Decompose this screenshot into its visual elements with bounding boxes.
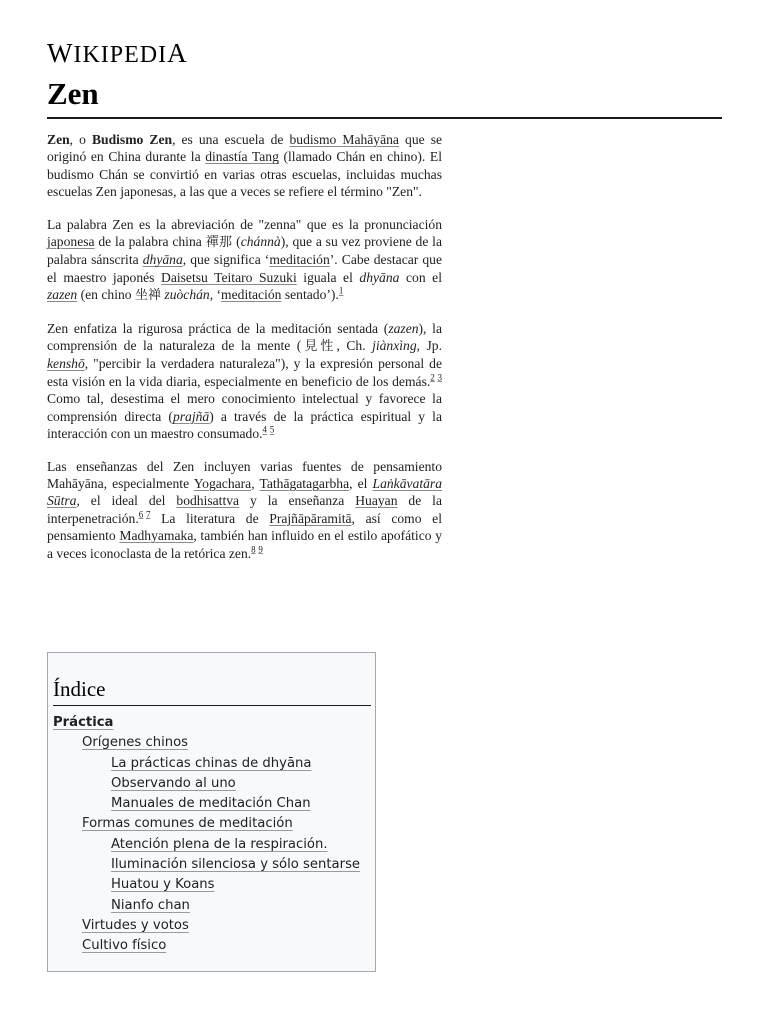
page-title: Zen	[47, 76, 99, 111]
reference-link[interactable]: 8	[251, 544, 256, 554]
text: , Ch.	[336, 338, 373, 354]
link-madhyamaka[interactable]: Madhyamaka	[119, 528, 194, 544]
text: iguala el	[296, 269, 360, 285]
toc-item-label: Iluminación silenciosa y sólo sentarse	[111, 857, 361, 873]
toc-item-label: Observando al uno	[111, 775, 236, 791]
text: ’. Cabe destacar que el maestro japonés	[47, 252, 442, 285]
reference-link[interactable]: 6	[138, 509, 144, 520]
paragraph-2	[47, 216, 442, 305]
link-prajna[interactable]: prajñā	[172, 408, 210, 424]
link-japonesa[interactable]: japonesa	[47, 234, 95, 250]
link-tathagatagarbha[interactable]: Tathāgatagarbha	[259, 475, 350, 491]
reference-link[interactable]: 4	[262, 424, 268, 435]
text: , "percibir la verdadera naturaleza"), y la expresión personal de esta visión en la vida diaria, especialmente en beneficio de los demás.	[47, 356, 442, 389]
toc-item[interactable]	[53, 733, 375, 753]
paragraph-1	[47, 131, 442, 201]
italic-text: dhyāna	[359, 269, 400, 285]
reference-link[interactable]: 5	[269, 424, 275, 435]
title-divider	[47, 117, 722, 119]
text: , o	[69, 132, 92, 147]
link-lankavatara-sutra[interactable]: Laṅkāvatāra Sūtra	[47, 475, 442, 509]
toc-item-label: Virtudes y votos	[82, 917, 189, 933]
text: , que significa ‘	[182, 252, 270, 268]
link-budismo-mahayana[interactable]: budismo Mahāyāna	[289, 132, 399, 147]
text: , así como el pensamiento	[47, 510, 442, 544]
toc-item-label: Orígenes chinos	[82, 735, 189, 751]
article-body	[47, 131, 442, 577]
text: ), que a su vez proviene de la palabra sánscrita	[47, 234, 442, 268]
text: Como tal, desestima el mero conocimiento intelectual y favorece la comprensión directa (	[47, 391, 442, 424]
toc-item[interactable]	[53, 835, 375, 855]
link-daisetsu-teitaro-suzuki[interactable]: Daisetsu Teitaro Suzuki	[161, 269, 297, 285]
toc-item-label: Atención plena de la respiración.	[111, 836, 328, 852]
text: (en chino	[77, 287, 135, 303]
text: de la interpenetración.	[47, 493, 442, 526]
table-of-contents	[47, 652, 376, 972]
paragraph-3	[47, 320, 442, 443]
link-dinastia-tang[interactable]: dinastía Tang	[205, 149, 279, 165]
link-zazen[interactable]: zazen	[47, 287, 78, 303]
text: , Jp.	[416, 338, 442, 354]
text: Zen enfatiza la rigurosa práctica de la meditación sentada (	[47, 320, 389, 336]
text: La literatura de	[150, 510, 270, 526]
toc-item-label: Práctica	[53, 715, 114, 730]
italic-text: zuòchán	[164, 287, 210, 303]
link-kensho[interactable]: kenshō	[47, 356, 85, 372]
toc-item[interactable]	[53, 794, 375, 814]
toc-item-label: Cultivo físico	[82, 938, 167, 954]
toc-item[interactable]	[53, 713, 375, 733]
text: sentado’).	[281, 287, 339, 303]
link-huayan[interactable]: Huayan	[355, 493, 398, 509]
toc-item[interactable]	[53, 916, 375, 936]
toc-item[interactable]	[53, 896, 375, 916]
italic-text: chánnà	[240, 234, 281, 250]
toc-title: Índice	[53, 677, 106, 701]
toc-item[interactable]	[53, 754, 375, 774]
reference-link[interactable]: 3	[437, 372, 442, 383]
toc-item-label: Nianfo chan	[111, 897, 190, 913]
reference-link[interactable]: 1	[338, 285, 344, 296]
toc-item[interactable]	[53, 814, 375, 834]
toc-list	[53, 713, 375, 957]
text: Las enseñanzas del Zen incluyen varias fuentes de pensamiento Mahāyāna, especialmente	[47, 458, 442, 491]
toc-item-label: Formas comunes de meditación	[82, 816, 293, 832]
italic-text: jiànxìng	[372, 338, 417, 354]
text: que se originó en China durante la	[47, 132, 443, 165]
cjk-text: 見性	[301, 339, 337, 355]
link-bodhisattva[interactable]: bodhisattva	[176, 493, 240, 509]
logo-letter-w: W	[47, 38, 74, 68]
text: (	[232, 234, 241, 250]
toc-item[interactable]	[53, 774, 375, 794]
text: La palabra Zen es la abreviación de "zenna" que es la pronunciación	[47, 216, 442, 232]
text: con el	[399, 269, 442, 285]
text: y la enseñanza	[239, 493, 356, 509]
toc-item-label: Huatou y Koans	[111, 877, 215, 893]
text: , el ideal del	[76, 493, 177, 509]
wikipedia-logo[interactable]	[47, 38, 188, 69]
link-prajnaparamita[interactable]: Prajñāpāramitā	[269, 510, 352, 526]
logo-letter-a: A	[167, 38, 188, 68]
paragraph-4	[47, 458, 442, 562]
toc-item[interactable]	[53, 875, 375, 895]
link-yogachara[interactable]: Yogachara	[193, 475, 252, 491]
reference-link[interactable]: 2	[430, 372, 435, 383]
text: , también han influido en el estilo apofático y a veces iconoclasta de la retórica zen.	[47, 528, 442, 561]
cjk-text: 坐禅	[134, 288, 161, 304]
link-meditacion[interactable]: meditación	[269, 252, 330, 268]
toc-item[interactable]	[53, 855, 375, 875]
text: ,	[251, 475, 260, 491]
logo-letters: IKIPEDI	[73, 42, 168, 68]
text: de la palabra china	[94, 234, 206, 250]
reference-link[interactable]: 9	[258, 544, 263, 554]
text: (llamado Chán en chino). El budismo Chán se convirtió en varias otras escuelas, incluidas muchas escuelas Zen japonesas, a las que a veces se refiere el término "Zen".	[47, 149, 443, 200]
link-dhyana[interactable]: dhyāna	[142, 252, 183, 268]
toc-item-label: La prácticas chinas de dhyāna	[111, 755, 312, 771]
text: , es una escuela de	[172, 132, 290, 147]
bold-term: Budismo Zen	[91, 132, 173, 147]
text: , el	[349, 475, 373, 491]
reference-link[interactable]: 7	[145, 509, 151, 520]
italic-text: zazen	[388, 320, 419, 336]
text: ) a través de la práctica espiritual y la interacción con un maestro consumado.	[47, 408, 442, 442]
cjk-text: 禪那	[205, 235, 233, 251]
link-meditacion-2[interactable]: meditación	[221, 287, 282, 303]
toc-divider	[53, 705, 371, 706]
toc-item[interactable]	[53, 936, 375, 956]
text: , ‘	[209, 287, 222, 303]
toc-item-label: Manuales de meditación Chan	[111, 796, 311, 812]
text: ), la comprensión de la naturaleza de la mente (	[47, 320, 442, 354]
bold-term: Zen	[47, 132, 70, 147]
